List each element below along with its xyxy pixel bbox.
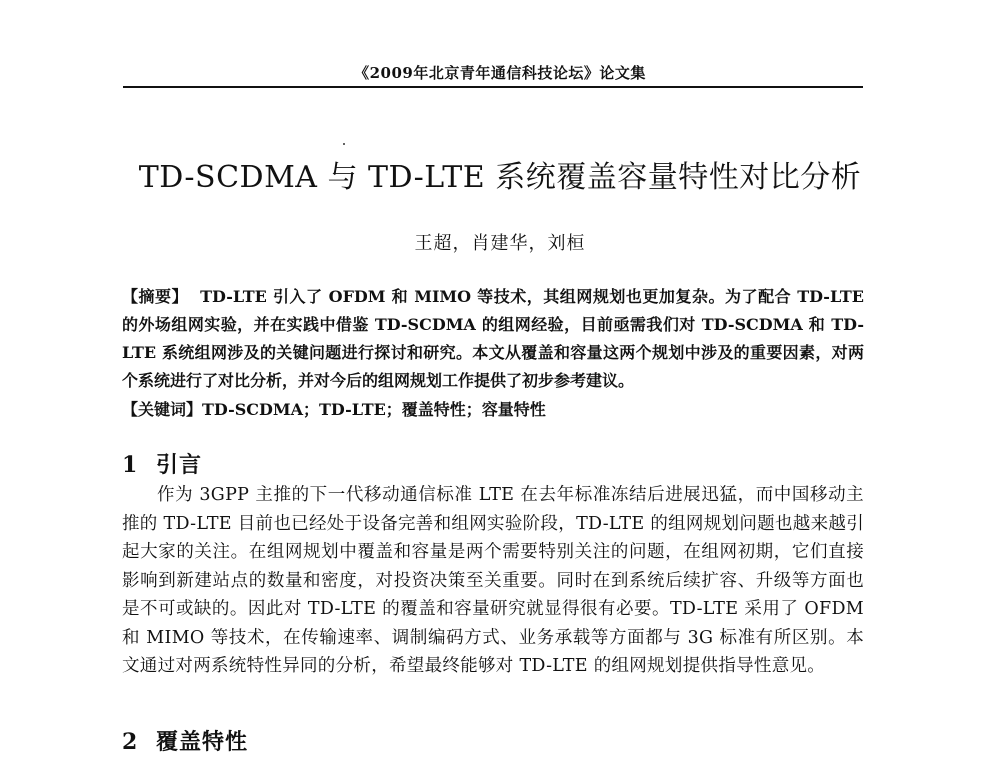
keywords-label: 【关键词】 bbox=[122, 400, 203, 419]
paper-title: TD-SCDMA 与 TD-LTE 系统覆盖容量特性对比分析 bbox=[138, 160, 862, 195]
section-title: 覆盖特性 bbox=[156, 729, 249, 755]
scan-speck bbox=[343, 143, 345, 145]
abstract-text: TD-LTE 引入了 OFDM 和 MIMO 等技术，其组网规划也更加复杂。为了配合 TD-LTE 的外场组网实验，并在实践中借鉴 TD-SCDMA 的组网经验，目前亟需我们对 TD-SCDMA 和 TD-LTE 系统组网涉及的关键问题进行探讨和研究。本文从覆盖和容量这两个规划中涉及的重要因素，对两个系统进行了对比分析，并对今后的组网规划工作提供了初步参考建议。 bbox=[122, 287, 864, 390]
abstract-block bbox=[122, 283, 864, 395]
keywords-text: TD-SCDMA；TD-LTE；覆盖特性；容量特性 bbox=[202, 400, 546, 419]
header-rule bbox=[123, 86, 863, 88]
paper-authors: 王超，肖建华，刘桓 bbox=[414, 233, 586, 254]
section-heading-coverage bbox=[122, 725, 248, 756]
section-title: 引言 bbox=[156, 452, 203, 478]
section-number: 2 bbox=[122, 729, 139, 755]
keywords-block bbox=[122, 396, 864, 424]
section-number: 1 bbox=[122, 452, 139, 478]
section-heading-introduction bbox=[122, 448, 202, 479]
abstract-label: 【摘要】 bbox=[122, 287, 189, 306]
running-header: 《2009年北京青年通信科技论坛》论文集 bbox=[354, 64, 646, 82]
introduction-paragraph: 作为 3GPP 主推的下一代移动通信标准 LTE 在去年标准冻结后进展迅猛，而中国移动主推的 TD-LTE 目前也已经处于设备完善和组网实验阶段，TD-LTE 的组网规划问题也越来越引起大家的关注。在组网规划中覆盖和容量是两个需要特别关注的问题，在组网初期，它们直接影响到新建站点的数量和密度，对投资决策至关重要。同时在到系统后续扩容、升级等方面也是不可或缺的。因此对 TD-LTE 的覆盖和容量研究就显得很有必要。TD-LTE 采用了 OFDM 和 MIMO 等技术，在传输速率、调制编码方式、业务承载等方面都与 3G 标准有所区别。本文通过对两系统特性异同的分析，希望最终能够对 TD-LTE 的组网规划提供指导性意见。 bbox=[122, 485, 864, 676]
